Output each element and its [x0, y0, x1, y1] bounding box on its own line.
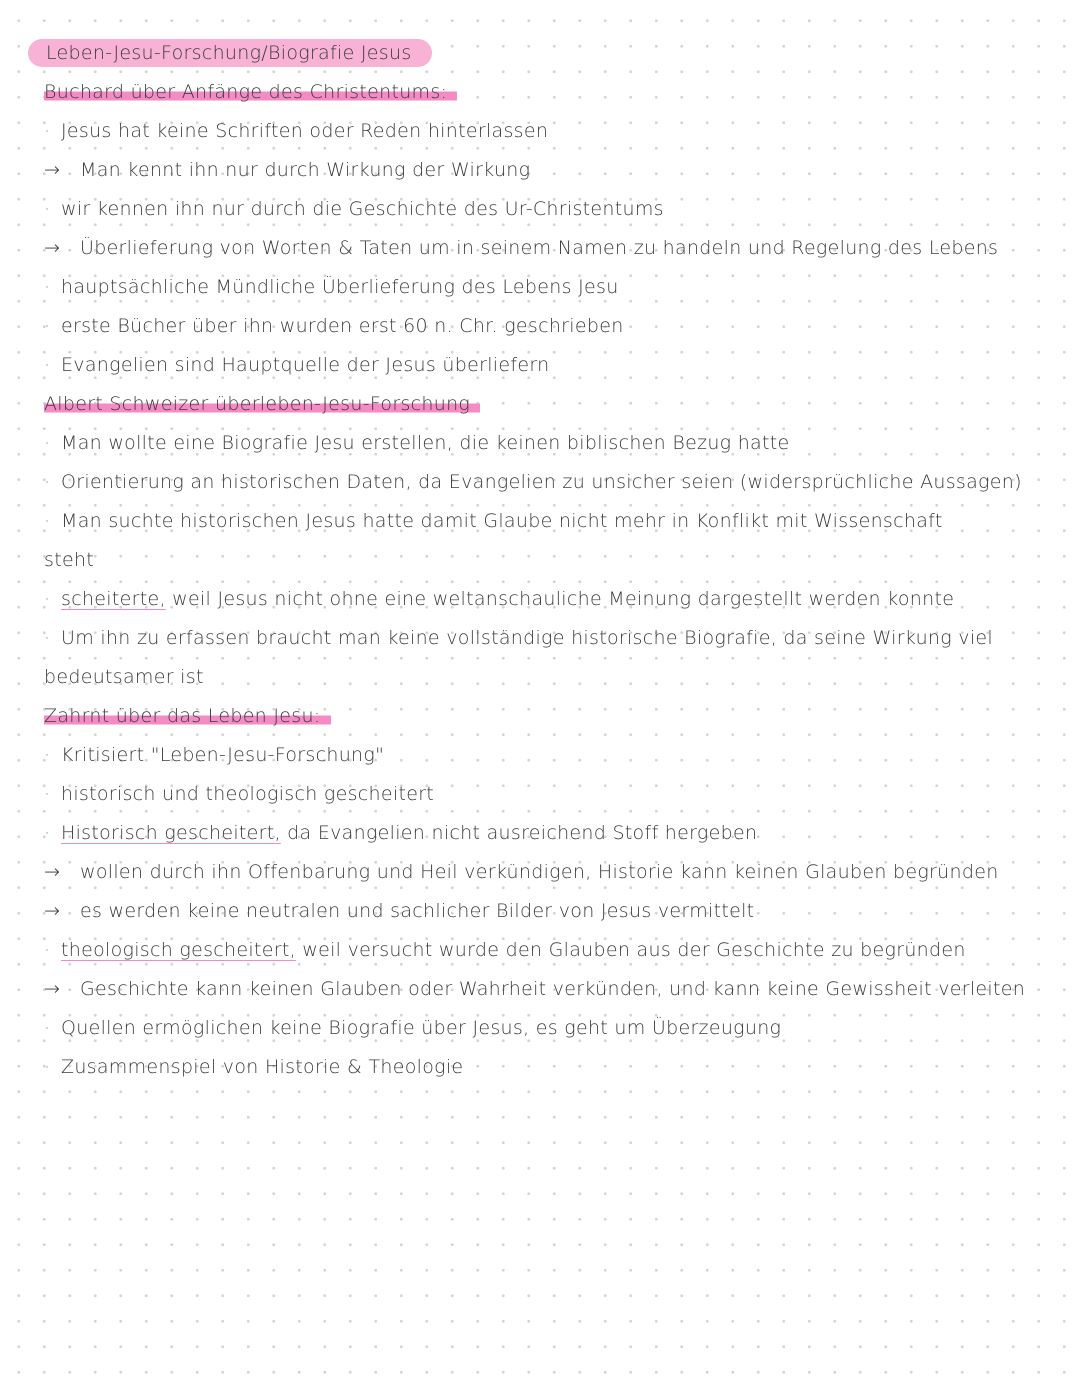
- list-item: [44, 430, 790, 456]
- arrow-icon: →: [44, 978, 61, 1000]
- list-item: [44, 742, 384, 768]
- list-item: [44, 274, 619, 300]
- list-item-text: erste Bücher über ihn wurden erst 60 n. Chr. geschrieben: [61, 315, 624, 337]
- list-item: [44, 625, 993, 651]
- list-item-continuation: [44, 664, 204, 690]
- list-item-text: Evangelien sind Hauptquelle der Jesus überliefern: [61, 354, 550, 376]
- bullet-icon: ·: [44, 510, 51, 532]
- bullet-icon: ·: [44, 939, 51, 961]
- list-item-text: da Evangelien nicht ausreichend Stoff hergeben: [280, 822, 758, 844]
- list-item: [44, 937, 966, 963]
- bullet-icon: ·: [44, 822, 51, 844]
- list-item: [44, 352, 549, 378]
- list-item: [44, 898, 754, 924]
- list-item: [44, 1054, 463, 1080]
- list-item-text: hauptsächliche Mündliche Überlieferung des Lebens Jesu: [61, 276, 619, 298]
- list-item: [44, 1015, 781, 1041]
- heading-highlight: Zahrnt über das Leben Jesu:: [44, 705, 331, 727]
- list-item-text: Geschichte kann keinen Glauben oder Wahrheit verkünden, und kann keine Gewissheit verleiten: [80, 978, 1026, 1000]
- section-heading-schweizer: [44, 391, 480, 417]
- list-item-text: weil versucht wurde den Glauben aus der Geschichte zu begründen: [295, 939, 966, 961]
- title-highlight: Leben-Jesu-Forschung/Biografie Jesus: [28, 39, 432, 67]
- bullet-icon: ·: [44, 588, 51, 610]
- list-item: [44, 781, 434, 807]
- bullet-icon: ·: [44, 120, 51, 142]
- bullet-icon: ·: [44, 627, 51, 649]
- list-item: [44, 313, 624, 339]
- list-item: [44, 976, 1025, 1002]
- list-item-text: es werden keine neutralen und sachlicher Bilder von Jesus vermittelt: [80, 900, 755, 922]
- list-item: [44, 118, 548, 144]
- section-heading-buchard: [44, 79, 457, 105]
- list-item: [44, 157, 530, 183]
- list-item: [44, 820, 757, 846]
- list-item: [44, 508, 943, 534]
- list-item-text: Zusammenspiel von Historie & Theologie: [61, 1056, 464, 1078]
- heading-highlight: Albert Schweizer überleben-Jesu-Forschung: [44, 393, 480, 415]
- underlined-keyword: theologisch gescheitert,: [61, 939, 296, 961]
- list-item-text: wir kennen ihn nur durch die Geschichte des Ur-Christentums: [61, 198, 664, 220]
- list-item-text: wollen durch ihn Offenbarung und Heil verkündigen, Historie kann keinen Glauben begründen: [80, 861, 999, 883]
- bullet-icon: ·: [44, 354, 51, 376]
- note-title: [44, 40, 432, 66]
- bullet-icon: ·: [44, 744, 51, 766]
- bullet-icon: ·: [44, 432, 51, 454]
- list-item-text: Überlieferung von Worten & Taten um in seinem Namen zu handeln und Regelung des Lebens: [80, 237, 999, 259]
- bullet-icon: ·: [44, 783, 51, 805]
- list-item-text: Orientierung an historischen Daten, da Evangelien zu unsicher seien (widersprüchliche Aussagen): [61, 471, 1022, 493]
- list-item: [44, 859, 999, 885]
- arrow-icon: →: [44, 900, 61, 922]
- list-item-text: Kritisiert "Leben-Jesu-Forschung": [61, 744, 385, 766]
- list-item-text: Man kennt ihn nur durch Wirkung der Wirkung: [80, 159, 531, 181]
- bullet-icon: ·: [44, 276, 51, 298]
- underlined-keyword: Historisch gescheitert,: [61, 822, 281, 844]
- list-item-text: Jesus hat keine Schriften oder Reden hinterlassen: [61, 120, 549, 142]
- underlined-keyword: scheiterte,: [61, 588, 166, 610]
- bullet-icon: ·: [44, 198, 51, 220]
- list-item-text: weil Jesus nicht ohne eine weltanschauliche Meinung dargestellt werden konnte: [165, 588, 955, 610]
- list-item-text: bedeutsamer ist: [44, 666, 204, 688]
- list-item: [44, 235, 998, 261]
- bullet-icon: ·: [44, 1017, 51, 1039]
- section-heading-zahrnt: [44, 703, 331, 729]
- list-item-text: historisch und theologisch gescheitert: [61, 783, 435, 805]
- bullet-icon: ·: [44, 471, 51, 493]
- arrow-icon: →: [44, 159, 61, 181]
- list-item: [44, 586, 954, 612]
- list-item: [44, 196, 664, 222]
- arrow-icon: →: [44, 237, 61, 259]
- list-item-text: Um ihn zu erfassen braucht man keine vollständige historische Biografie, da seine Wirkung viel: [61, 627, 993, 649]
- list-item: [44, 469, 1022, 495]
- arrow-icon: →: [44, 861, 61, 883]
- list-item-continuation: [44, 547, 94, 573]
- list-item-text: Man suchte historischen Jesus hatte damit Glaube nicht mehr in Konflikt mit Wissenschaft: [61, 510, 943, 532]
- list-item-text: Man wollte eine Biografie Jesu erstellen, die keinen biblischen Bezug hatte: [61, 432, 790, 454]
- bullet-icon: ·: [44, 315, 51, 337]
- bullet-icon: ·: [44, 1056, 51, 1078]
- heading-highlight: Buchard über Anfänge des Christentums:: [44, 81, 457, 103]
- list-item-text: Quellen ermöglichen keine Biografie über Jesus, es geht um Überzeugung: [61, 1017, 782, 1039]
- list-item-text: steht: [44, 549, 95, 571]
